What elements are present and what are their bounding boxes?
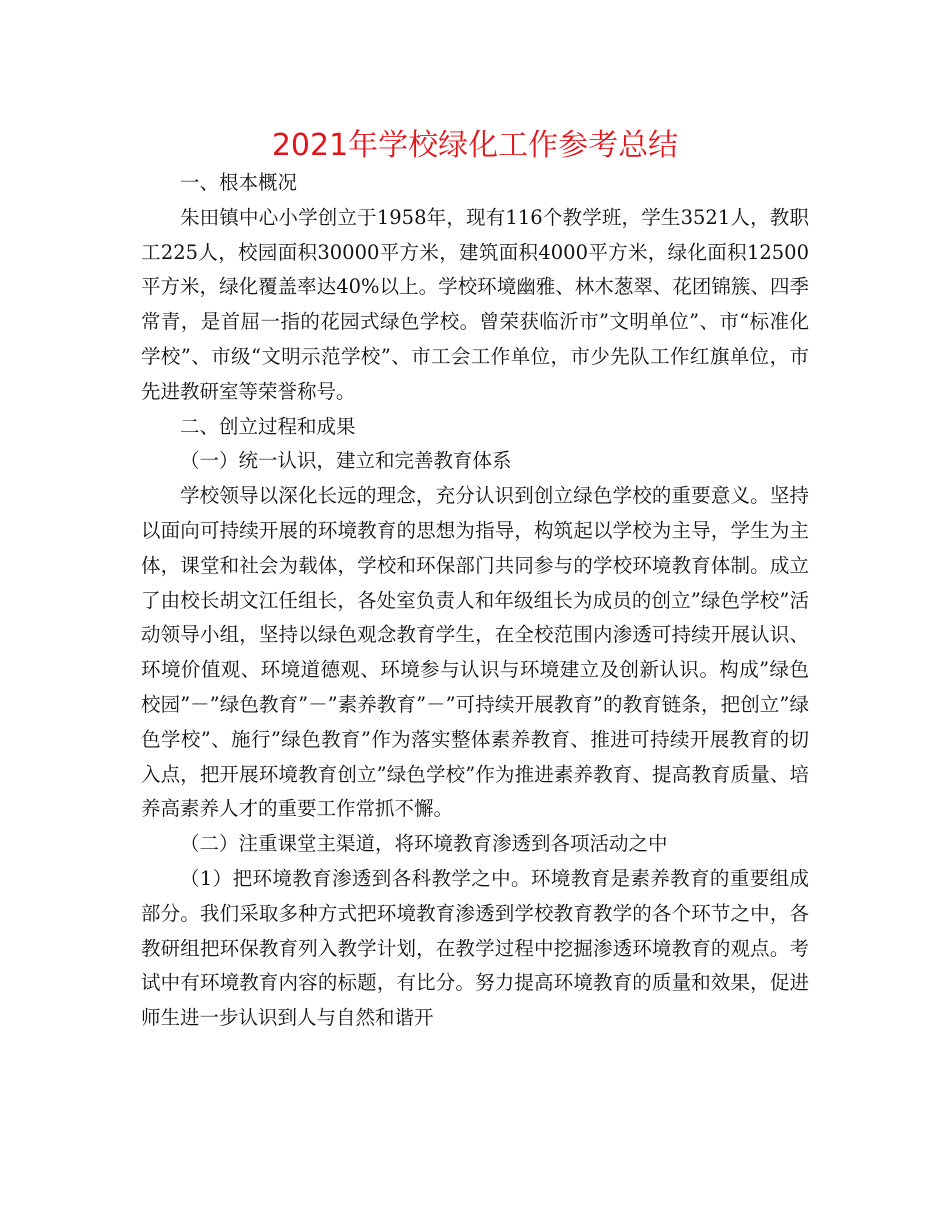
document-page (141, 128, 809, 1036)
paragraph-overview: 朱田镇中心小学创立于1958年，现有116个教学班，学生3521人，教职工225人，校园面积30000平方米，建筑面积4000平方米，绿化面积12500平方米，绿化覆盖率达40%以上。学校环境幽雅、林木葱翠、花团锦簇、四季常青，是首屈一指的花园式绿色学校。曾荣获临沂市”文明单位”、市“标准化学校”、市级“文明示范学校”、市工会工作单位，市少先队工作红旗单位，市先进教研室等荣誉称号。 (141, 205, 809, 403)
section-heading-overview: 一、根本概况 (180, 171, 298, 194)
paragraph-system: 学校领导以深化长远的理念，充分认识到创立绿色学校的重要意义。坚持以面向可持续开展的环境教育的思想为指导，构筑起以学校为主导，学生为主体，课堂和社会为载体，学校和环保部门共同参与的学校环境教育体制。成立了由校长胡文江任组长，各处室负责人和年级组长为成员的创立”绿色学校”活动领导小组，坚持以绿色观念教育学生，在全校范围内渗透可持续开展认识、环境价值观、环境道德观、环境参与认识与环境建立及创新认识。构成”绿色校园”－”绿色教育”－”素养教育”－”可持续开展教育”的教育链条，把创立”绿色学校”、施行”绿色教育”作为落实整体素养教育、推进可持续开展教育的切入点，把开展环境教育创立”绿色学校”作为推进素养教育、提高教育质量、培养高素养人才的重要工作常抓不懈。 (141, 484, 809, 821)
document-title: 2021年学校绿化工作参考总结 (271, 128, 679, 163)
subsection-heading-1: （一）统一认识，建立和完善教育体系 (180, 449, 512, 473)
subsection-heading-2: （二）注重课堂主渠道，将环境教育渗透到各项活动之中 (180, 832, 668, 856)
paragraph-teaching: （1）把环境教育渗透到各科教学之中。环境教育是素养教育的重要组成部分。我们采取多种方式把环境教育渗透到学校教育教学的各个环节之中，各教研组把环保教育列入教学计划，在教学过程中挖掘渗透环境教育的观点。考试中有环境教育内容的标题，有比分。努力提高环境教育的质量和效果，促进师生进一步认识到人与自然和谐开 (141, 866, 809, 1030)
section-heading-process: 二、创立过程和成果 (180, 414, 356, 438)
